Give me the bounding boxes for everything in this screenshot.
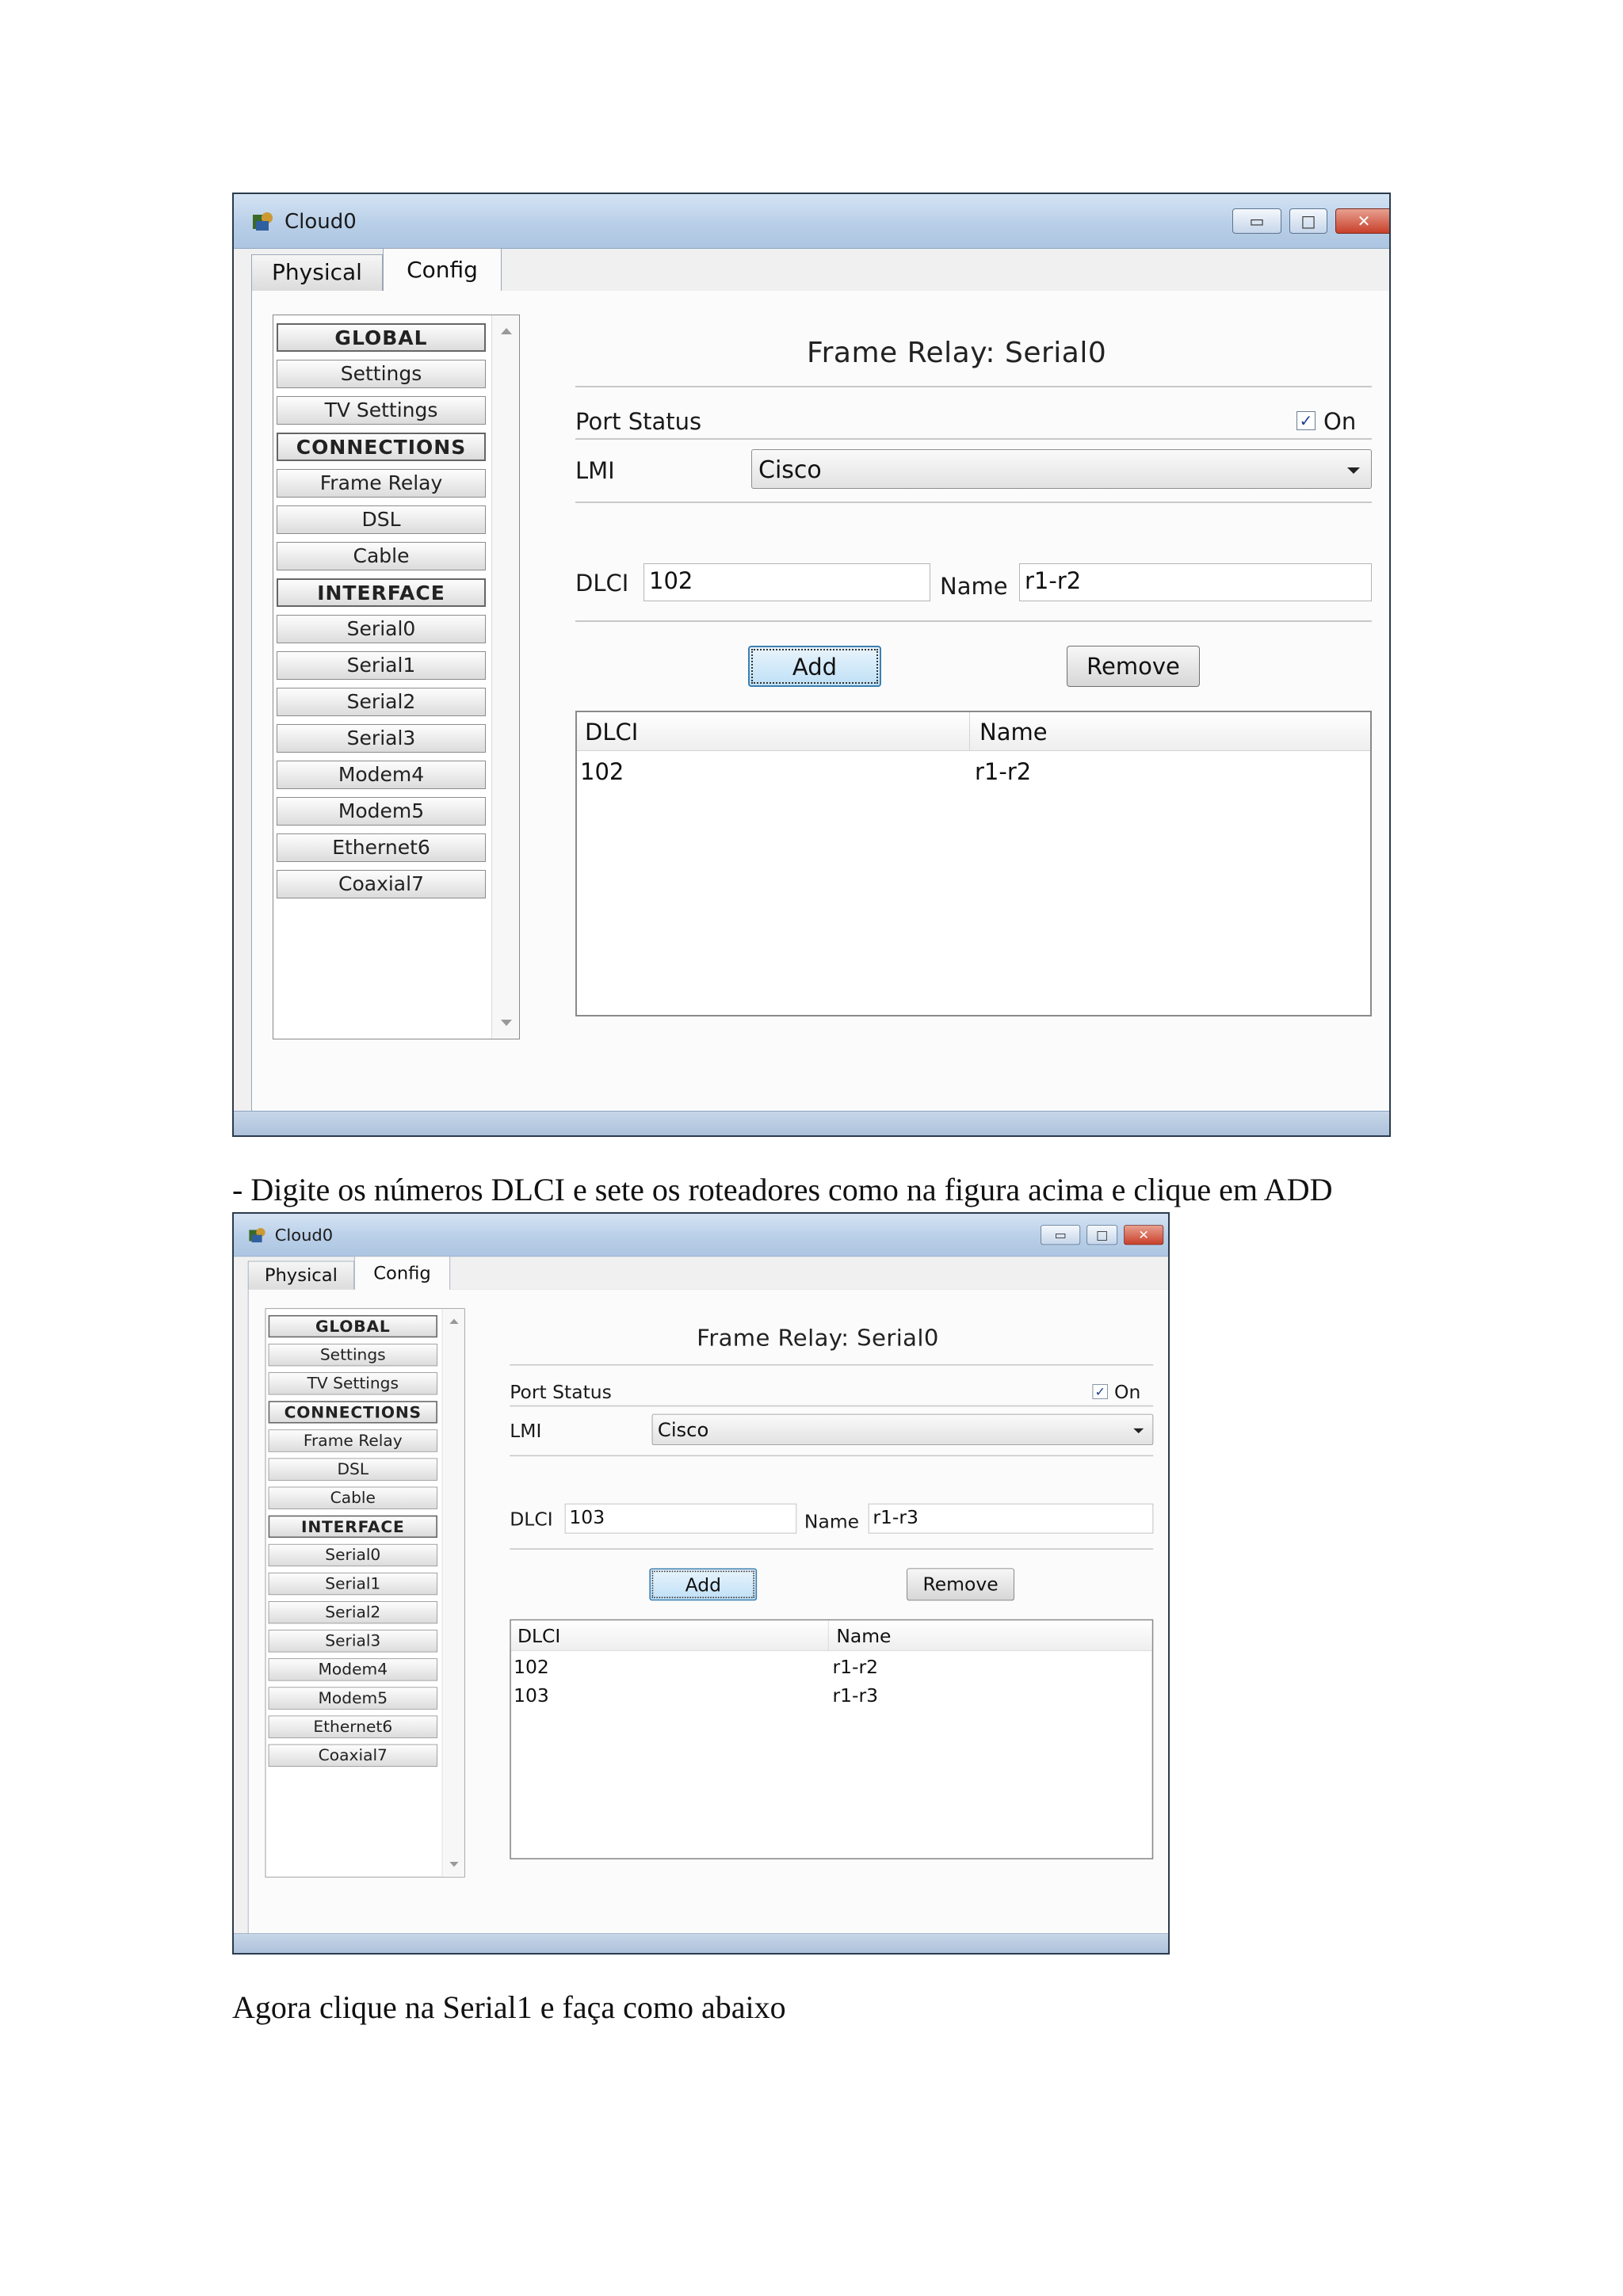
sidebar-item-serial3[interactable]: Serial3 (277, 724, 486, 753)
chevron-down-icon (1133, 1428, 1144, 1433)
title-bar (234, 1214, 1170, 1257)
title-bar (234, 194, 1391, 249)
maximize-icon: □ (1300, 212, 1316, 231)
sidebar-item-modem4[interactable]: Modem4 (277, 761, 486, 789)
sidebar-item-ethernet6[interactable]: Ethernet6 (277, 833, 486, 862)
sidebar-item-serial0[interactable]: Serial0 (269, 1544, 437, 1566)
close-button[interactable] (1335, 208, 1391, 234)
sidebar-item-connections[interactable]: CONNECTIONS (277, 433, 486, 461)
dlci-table (510, 1619, 1153, 1859)
close-icon: ✕ (1357, 212, 1371, 231)
minimize-icon: ▭ (1249, 212, 1265, 231)
sidebar-item-cable[interactable]: Cable (277, 542, 486, 570)
tab-physical[interactable]: Physical (251, 254, 383, 291)
tab-config[interactable]: Config (383, 248, 502, 292)
tab-physical[interactable]: Physical (248, 1261, 354, 1290)
name-label: Name (940, 573, 1008, 600)
port-status-label: Port Status (510, 1381, 612, 1403)
divider (510, 1405, 1153, 1407)
column-divider (969, 712, 970, 750)
sidebar-item-serial1[interactable]: Serial1 (277, 651, 486, 680)
divider (510, 1455, 1153, 1457)
sidebar-item-tv-settings[interactable]: TV Settings (277, 396, 486, 425)
sidebar-item-tv-settings[interactable]: TV Settings (269, 1372, 437, 1394)
screenshot-1 (232, 193, 1391, 1137)
dlci-input[interactable]: 103 (565, 1504, 796, 1534)
sidebar-item-interface[interactable]: INTERFACE (277, 578, 486, 607)
frame-relay-content (252, 291, 1391, 1111)
sidebar-item-serial3[interactable]: Serial3 (269, 1630, 437, 1652)
table-cell-dlci[interactable]: 103 (514, 1685, 549, 1707)
caption-instruction-1: - Digite os números DLCI e sete os roteadores como na figura acima e clique em ADD (232, 1172, 1333, 1207)
tab-strip (248, 1256, 1170, 1290)
table-cell-dlci[interactable]: 102 (514, 1656, 549, 1678)
close-icon: ✕ (1138, 1227, 1149, 1243)
column-header-name[interactable]: Name (836, 1625, 892, 1647)
maximize-icon: □ (1096, 1227, 1109, 1243)
sidebar-item-modem5[interactable]: Modem5 (269, 1687, 437, 1709)
minimize-button[interactable] (1232, 208, 1281, 234)
dlci-label: DLCI (575, 570, 629, 597)
sidebar-item-settings[interactable]: Settings (277, 360, 486, 388)
column-header-dlci[interactable]: DLCI (585, 719, 639, 746)
port-on-checkbox[interactable]: ✓ (1296, 411, 1316, 430)
lmi-value: Cisco (758, 456, 822, 484)
name-input[interactable]: r1-r3 (869, 1504, 1154, 1534)
tab-strip (251, 248, 1391, 292)
window-title: Cloud0 (274, 1226, 334, 1245)
sidebar-item-ethernet6[interactable]: Ethernet6 (269, 1715, 437, 1737)
tab-config[interactable]: Config (354, 1256, 450, 1291)
window-bottom-border (234, 1933, 1170, 1955)
dlci-table (575, 711, 1372, 1016)
divider (575, 438, 1372, 440)
dlci-input[interactable]: 102 (643, 563, 930, 601)
column-divider (828, 1620, 829, 1650)
caption-instruction-2: Agora clique na Serial1 e faça como abaixo (232, 1989, 786, 2025)
screenshot-2 (232, 1212, 1170, 1955)
lmi-value: Cisco (657, 1419, 709, 1442)
maximize-button[interactable] (1086, 1225, 1117, 1245)
sidebar-item-coaxial7[interactable]: Coaxial7 (269, 1745, 437, 1767)
cloud0-window (234, 194, 1391, 1137)
dlci-label: DLCI (510, 1508, 553, 1530)
window-title: Cloud0 (285, 210, 357, 234)
cloud-app-icon (251, 210, 275, 234)
column-header-name[interactable]: Name (980, 719, 1048, 746)
port-status-label: Port Status (575, 408, 702, 435)
table-cell-name[interactable]: r1-r3 (832, 1685, 879, 1707)
table-header (511, 1620, 1152, 1650)
chevron-down-icon (1347, 467, 1360, 474)
sidebar-item-serial1[interactable]: Serial1 (269, 1573, 437, 1595)
sidebar-item-settings[interactable]: Settings (269, 1344, 437, 1366)
column-header-dlci[interactable]: DLCI (517, 1625, 561, 1647)
remove-button[interactable]: Remove (907, 1568, 1014, 1600)
frame-relay-content (249, 1290, 1170, 1933)
sidebar-item-cable[interactable]: Cable (269, 1487, 437, 1509)
sidebar-item-interface[interactable]: INTERFACE (269, 1516, 437, 1538)
panel-title: Frame Relay: Serial0 (697, 1325, 939, 1352)
panel-title: Frame Relay: Serial0 (807, 337, 1107, 369)
close-button[interactable] (1124, 1225, 1163, 1245)
divider (575, 620, 1372, 622)
lmi-select[interactable] (751, 449, 1372, 489)
port-on-label: On (1114, 1381, 1141, 1403)
remove-button[interactable]: Remove (1067, 646, 1200, 687)
sidebar-item-frame-relay[interactable]: Frame Relay (277, 469, 486, 498)
cloud0-window (234, 1214, 1170, 1955)
divider (575, 502, 1372, 503)
add-button[interactable]: Add (748, 646, 881, 687)
sidebar-item-global[interactable]: GLOBAL (277, 323, 486, 352)
sidebar-item-dsl[interactable]: DSL (277, 505, 486, 534)
name-label: Name (804, 1511, 860, 1532)
sidebar-item-frame-relay[interactable]: Frame Relay (269, 1429, 437, 1451)
lmi-label: LMI (575, 457, 615, 484)
minimize-button[interactable] (1041, 1225, 1080, 1245)
sidebar-item-serial2[interactable]: Serial2 (277, 688, 486, 716)
sidebar-item-modem5[interactable]: Modem5 (277, 797, 486, 826)
maximize-button[interactable] (1289, 208, 1327, 234)
sidebar-item-modem4[interactable]: Modem4 (269, 1658, 437, 1680)
name-input[interactable]: r1-r2 (1019, 563, 1372, 601)
config-panel (248, 1290, 1170, 1933)
sidebar-item-global[interactable]: GLOBAL (269, 1315, 437, 1337)
cloud-app-icon (248, 1226, 267, 1245)
config-panel (251, 291, 1391, 1111)
table-cell-dlci[interactable]: 102 (580, 758, 624, 785)
add-button[interactable]: Add (649, 1568, 757, 1600)
port-on-checkbox[interactable]: ✓ (1093, 1384, 1108, 1399)
lmi-select[interactable] (652, 1414, 1154, 1445)
window-bottom-border (234, 1111, 1391, 1137)
minimize-icon: ▭ (1054, 1227, 1067, 1243)
table-header (577, 712, 1370, 751)
table-cell-name[interactable]: r1-r2 (832, 1656, 879, 1678)
sidebar-item-connections[interactable]: CONNECTIONS (269, 1401, 437, 1423)
sidebar-item-serial2[interactable]: Serial2 (269, 1601, 437, 1623)
divider (510, 1548, 1153, 1550)
sidebar-item-serial0[interactable]: Serial0 (277, 615, 486, 643)
sidebar-item-dsl[interactable]: DSL (269, 1459, 437, 1481)
table-cell-name[interactable]: r1-r2 (975, 758, 1032, 785)
divider (510, 1364, 1153, 1366)
divider (575, 386, 1372, 387)
port-on-label: On (1323, 408, 1357, 435)
sidebar-item-coaxial7[interactable]: Coaxial7 (277, 870, 486, 898)
lmi-label: LMI (510, 1420, 542, 1442)
